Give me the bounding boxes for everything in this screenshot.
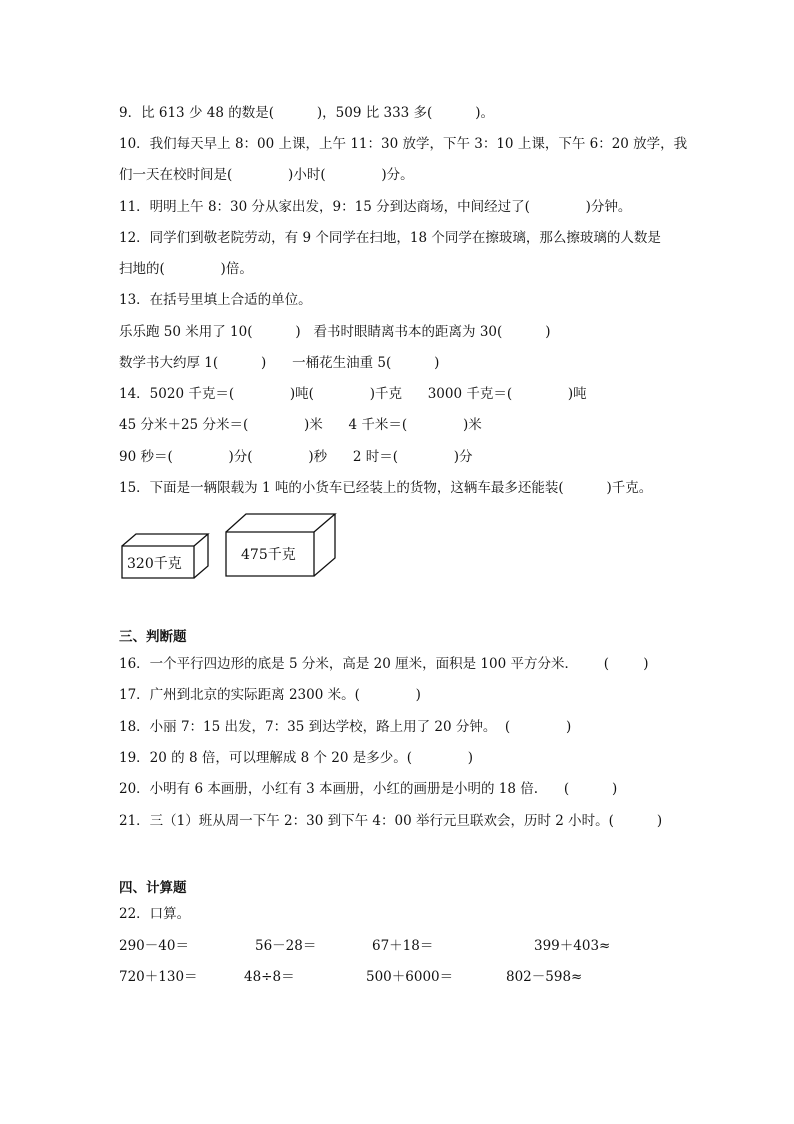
question-12-line-1: 12．同学们到敬老院劳动，有 9 个同学在扫地，18 个同学在擦玻璃，那么擦玻璃的人数是 [119,230,661,246]
calc-item: 720＋130＝ [119,969,198,985]
question-11: 11．明明上午 8：30 分从家出发，9：15 分到达商场，中间经过了( )分钟。 [119,199,632,215]
question-13: 13．在括号里填上合适的单位。 [119,292,312,308]
question-13-part-a: 乐乐跑 50 米用了 10( ) 看书时眼睛离书本的距离为 30( ) [119,324,551,340]
question-10-line-1: 10．我们每天早上 8：00 上课，上午 11：30 放学，下午 3：10 上课，下午 6：20 放学，我 [119,136,688,152]
cargo-box-small [120,532,212,580]
question-14-part-c: 90 秒＝( )分( )秒 2 时＝( )分 [119,449,473,465]
question-14-part-b: 45 分米＋25 分米＝( )米 4 千米＝( )米 [119,417,482,433]
question-20: 20．小明有 6 本画册，小红有 3 本画册，小红的画册是小明的 18 倍. ( ) [119,781,618,797]
calc-item: 802－598≈ [506,969,583,985]
cargo-box-large [224,512,338,578]
question-9: 9．比 613 少 48 的数是( )，509 比 333 多( )。 [119,105,495,121]
question-12-line-2: 扫地的( )倍。 [119,261,253,277]
question-16: 16．一个平行四边形的底是 5 分米，高是 20 厘米，面积是 100 平方分米． ( ) [119,656,649,672]
calc-item: 48÷8＝ [244,969,295,985]
cargo-box-small-label: 320千克 [127,556,182,572]
question-21: 21．三（1）班从周一下午 2：30 到下午 4：00 举行元旦联欢会，历时 2 小时。( ) [119,813,663,829]
calc-item: 500＋6000＝ [366,969,454,985]
calc-item: 399＋403≈ [534,938,611,954]
question-19: 19．20 的 8 倍，可以理解成 8 个 20 是多少。( ) [119,750,474,766]
calc-item: 67＋18＝ [372,938,434,954]
calc-item: 56－28＝ [255,938,317,954]
question-15: 15．下面是一辆限载为 1 吨的小货车已经装上的货物，这辆车最多还能装( )千克。 [119,480,653,496]
section-4-heading: 四、计算题 [119,880,187,896]
question-17: 17．广州到北京的实际距离 2300 米。( ) [119,687,421,703]
cargo-box-large-label: 475千克 [241,547,296,563]
question-14-part-a: 14．5020 千克＝( )吨( )千克 3000 千克＝( )吨 [119,386,587,402]
question-18: 18．小丽 7：15 出发，7：35 到达学校，路上用了 20 分钟。 ( ) [119,719,572,735]
calc-item: 290－40＝ [119,938,189,954]
question-13-part-b: 数学书大约厚 1( ) 一桶花生油重 5( ) [119,355,440,371]
question-22: 22．口算。 [119,906,191,922]
question-10-line-2: 们一天在校时间是( )小时( )分。 [119,167,414,183]
section-3-heading: 三、判断题 [119,629,187,645]
